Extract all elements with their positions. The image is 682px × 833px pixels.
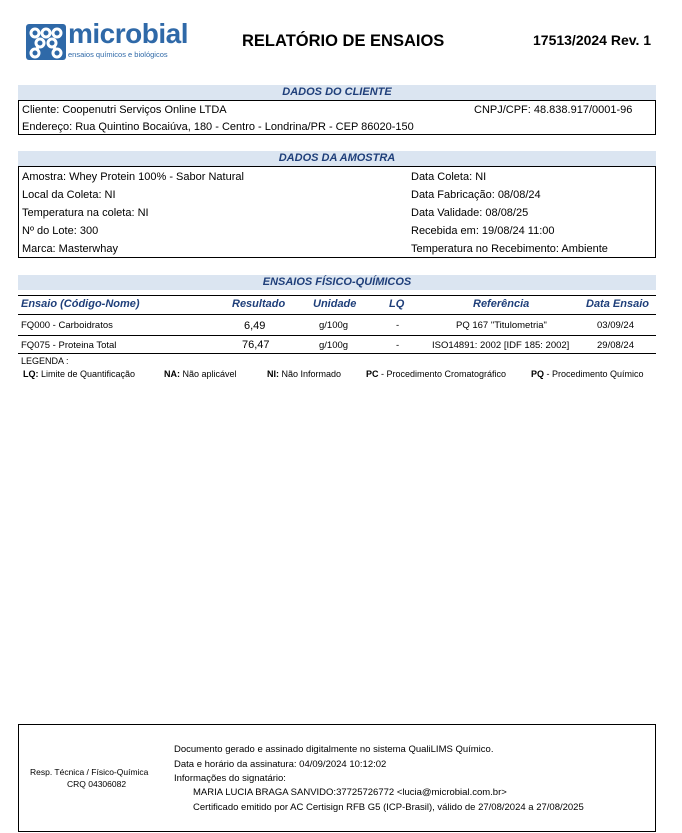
col-header-lq: LQ (389, 298, 405, 310)
col-header-result: Resultado (232, 298, 286, 310)
legend-lq: LQ: Limite de Quantificação (23, 369, 136, 379)
legend-pq: PQ - Procedimento Químico (531, 369, 644, 379)
report-title: RELATÓRIO DE ENSAIOS (242, 32, 445, 50)
sample-name: Amostra: Whey Protein 100% - Sabor Natural (22, 171, 244, 183)
sample-collection-place: Local da Coleta: NI (22, 189, 116, 201)
sample-section-title: DADOS DA AMOSTRA (18, 151, 656, 166)
legend-na: NA: Não aplicável (164, 369, 237, 379)
sample-expiry-date: Data Validade: 08/08/25 (411, 207, 529, 219)
logo-tagline: ensaios químicos e biológicos (68, 50, 168, 59)
client-section-title: DADOS DO CLIENTE (18, 85, 656, 100)
molecule-logo-icon (26, 24, 66, 60)
sample-manufacture-date: Data Fabricação: 08/08/24 (411, 189, 541, 201)
table-header-rule (18, 314, 656, 315)
table-top-rule (18, 295, 656, 296)
row2-date: 29/08/24 (597, 340, 634, 351)
signature-footer (18, 724, 656, 832)
row1-test: FQ000 - Carboidratos (21, 320, 113, 331)
row2-unit: g/100g (319, 340, 349, 351)
sample-received-at: Recebida em: 19/08/24 11:00 (411, 225, 555, 237)
resp-tech-crq: CRQ 04306082 (67, 779, 127, 789)
legend-pc: PC - Procedimento Cromatográfico (366, 369, 507, 379)
col-header-test: Ensaio (Código-Nome) (21, 298, 140, 310)
row2-rule (18, 353, 656, 354)
company-logo (26, 18, 188, 60)
row1-lq: - (396, 320, 400, 331)
row2-test: FQ075 - Proteina Total (21, 340, 117, 351)
sample-receipt-temp: Temperatura no Recebimento: Ambiente (411, 243, 608, 255)
col-header-date: Data Ensaio (586, 298, 649, 310)
client-name: Cliente: Coopenutri Serviços Online LTDA (22, 104, 227, 116)
sample-collection-temp: Temperatura na coleta: NI (22, 207, 149, 219)
footer-line-generated: Documento gerado e assinado digitalmente no sistema QualiLIMS Químico. (174, 744, 494, 755)
row1-date: 03/09/24 (597, 320, 634, 331)
row2-lq: - (396, 340, 400, 351)
footer-line-signature-date: Data e horário da assinatura: 04/09/2024 10:12:02 (174, 759, 387, 770)
client-box (18, 100, 656, 135)
col-header-unit: Unidade (313, 298, 357, 310)
row1-result: 6,49 (244, 320, 266, 332)
legend-ni: NI: Não Informado (267, 369, 342, 379)
sample-box (18, 166, 656, 258)
row2-result: 76,47 (242, 339, 270, 351)
client-address: Endereço: Rua Quintino Bocaiúva, 180 - Centro - Londrina/PR - CEP 86020-150 (22, 121, 414, 133)
logo-wordmark: microbial (68, 18, 188, 49)
tests-section-title: ENSAIOS FÍSICO-QUÍMICOS (18, 275, 656, 290)
report-number: 17513/2024 Rev. 1 (533, 32, 652, 48)
row1-reference: PQ 167 "Titulometria" (456, 320, 547, 331)
col-header-reference: Referência (473, 298, 530, 310)
client-cnpj: CNPJ/CPF: 48.838.917/0001-96 (474, 104, 633, 116)
sample-brand: Marca: Masterwhay (22, 243, 118, 255)
row2-reference: ISO14891: 2002 [IDF 185: 2002] (432, 340, 570, 351)
footer-line-signer-info: Informações do signatário: (174, 773, 286, 784)
sample-lot: Nº do Lote: 300 (22, 225, 99, 237)
sample-collection-date: Data Coleta: NI (411, 171, 487, 183)
footer-certificate: Certificado emitido por AC Certisign RFB G5 (ICP-Brasil), válido de 27/08/2024 a 27/08/2025 (193, 802, 584, 813)
row1-rule (18, 335, 656, 336)
legend-title: LEGENDA : (21, 356, 69, 366)
resp-tech-role: Resp. Técnica / Físico-Química (30, 767, 149, 777)
row1-unit: g/100g (319, 320, 349, 331)
footer-signer: MARIA LUCIA BRAGA SANVIDO:37725726772 <lucia@microbial.com.br> (193, 787, 507, 798)
